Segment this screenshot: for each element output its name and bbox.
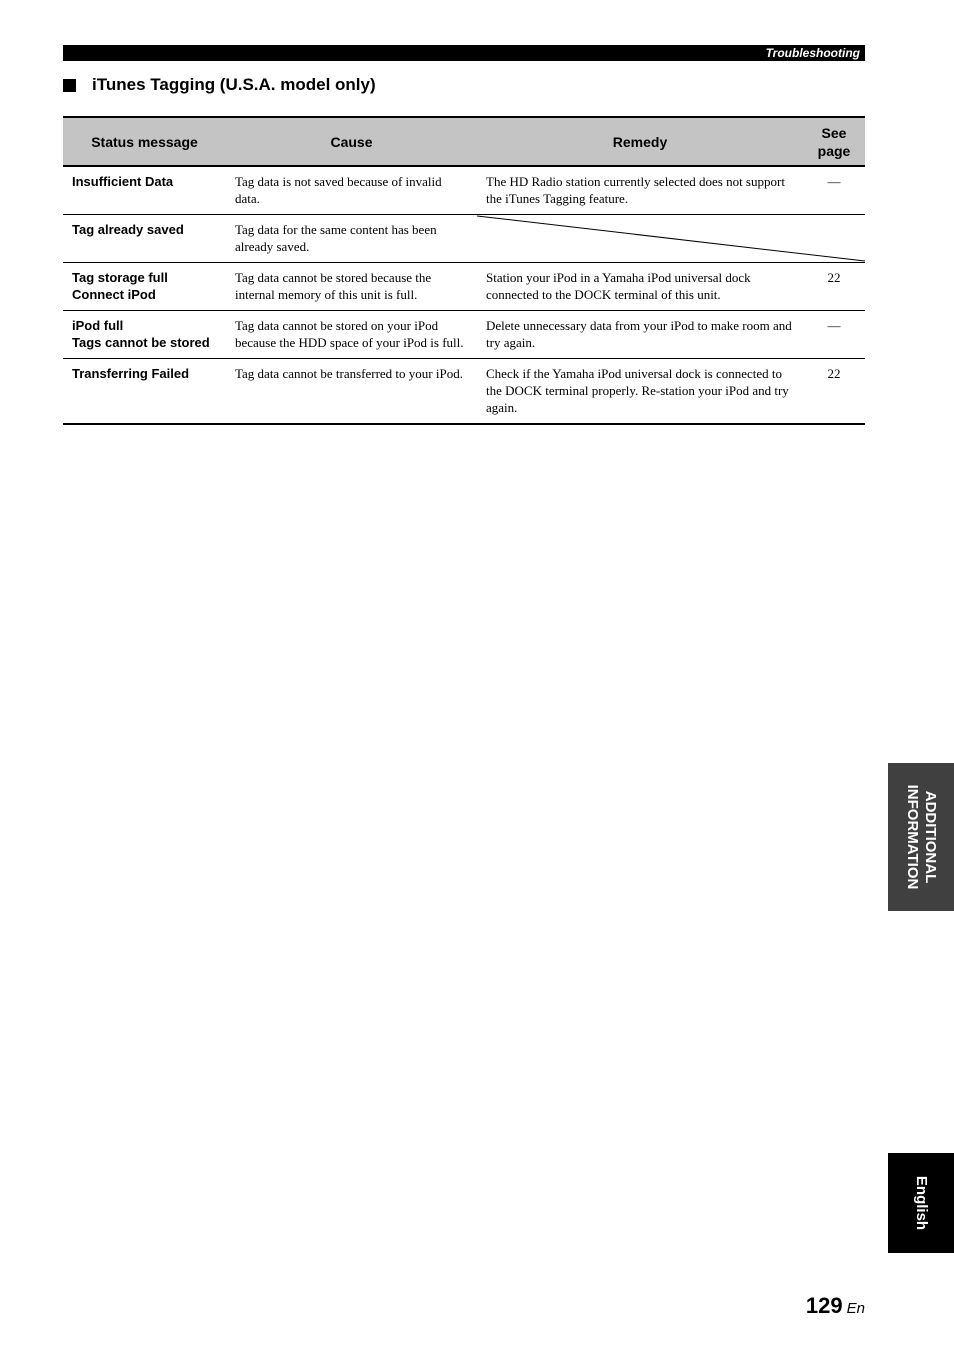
- not-applicable-cell: [477, 215, 865, 263]
- diagonal-strike-icon: [477, 215, 865, 262]
- header-bar: [63, 45, 865, 61]
- running-header: Troubleshooting: [765, 46, 860, 60]
- side-tab-info-line1: ADDITIONAL: [922, 790, 939, 884]
- remedy-cell: Check if the Yamaha iPod universal dock is connected to the DOCK terminal properly. Re-station your iPod and try again.: [477, 359, 803, 425]
- status-cell: Tag already saved: [63, 215, 226, 263]
- page-cell: —: [803, 311, 865, 359]
- page-cell: —: [803, 166, 865, 215]
- column-header-see-page: [803, 117, 865, 166]
- troubleshooting-table: [63, 116, 865, 425]
- status-cell: Insufficient Data: [63, 166, 226, 215]
- table-row: [63, 359, 865, 425]
- side-tab-additional-information: [888, 763, 954, 911]
- see-page-header-text: See page: [817, 124, 851, 159]
- cause-cell: Tag data cannot be transferred to your iPod.: [226, 359, 477, 425]
- remedy-cell: The HD Radio station currently selected does not support the iTunes Tagging feature.: [477, 166, 803, 215]
- remedy-cell: Station your iPod in a Yamaha iPod universal dock connected to the DOCK terminal of this unit.: [477, 263, 803, 311]
- table-row: [63, 263, 865, 311]
- side-tab-info-text: [903, 785, 939, 890]
- column-header-cause: Cause: [226, 117, 477, 166]
- status-cell: Tag storage full Connect iPod: [63, 263, 226, 311]
- column-header-status: Status message: [63, 117, 226, 166]
- table-header-row: [63, 117, 865, 166]
- page-number: [806, 1293, 865, 1319]
- side-tab-language-text: English: [913, 1175, 930, 1231]
- table-row: [63, 215, 865, 263]
- section-title: iTunes Tagging (U.S.A. model only): [92, 75, 376, 94]
- cause-cell: Tag data for the same content has been already saved.: [226, 215, 477, 263]
- table-row: [63, 311, 865, 359]
- page-cell: 22: [803, 263, 865, 311]
- cause-cell: Tag data cannot be stored because the internal memory of this unit is full.: [226, 263, 477, 311]
- cause-cell: Tag data is not saved because of invalid data.: [226, 166, 477, 215]
- page-number-value: 129: [805, 1293, 843, 1318]
- square-bullet-icon: [63, 79, 76, 92]
- remedy-cell: Delete unnecessary data from your iPod to make room and try again.: [477, 311, 803, 359]
- status-cell: Transferring Failed: [63, 359, 226, 425]
- column-header-remedy: Remedy: [477, 117, 803, 166]
- page-language-code: En: [846, 1300, 865, 1317]
- side-tab-info-line2: INFORMATION: [904, 784, 921, 890]
- side-tab-english: [888, 1153, 954, 1253]
- cause-cell: Tag data cannot be stored on your iPod because the HDD space of your iPod is full.: [226, 311, 477, 359]
- page-cell: 22: [803, 359, 865, 425]
- status-cell: iPod full Tags cannot be stored: [63, 311, 226, 359]
- table-row: [63, 166, 865, 215]
- section-heading: [63, 73, 376, 97]
